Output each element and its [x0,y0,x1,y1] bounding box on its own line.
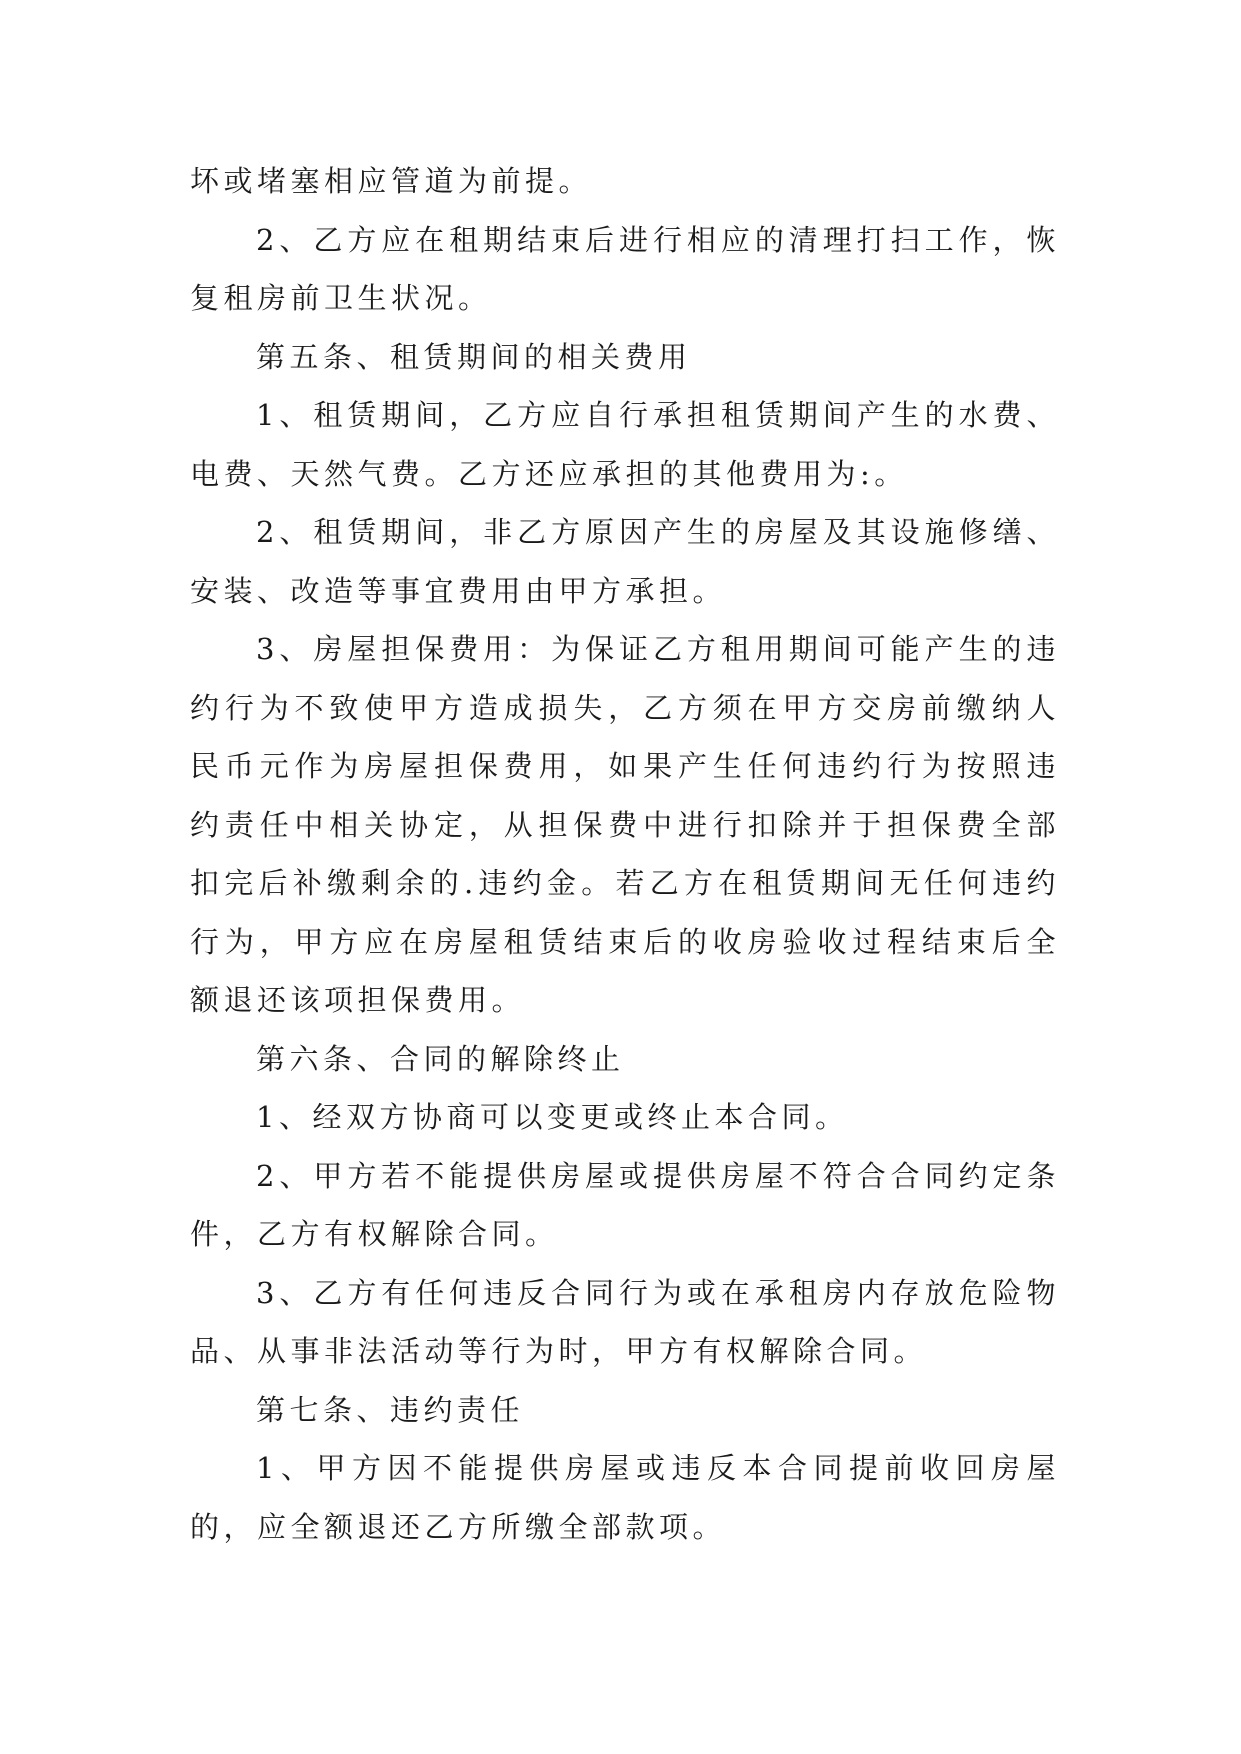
article-6-heading: 第六条、合同的解除终止 [256,1041,625,1076]
document-body [190,152,1060,1556]
paragraph-article-7-item-1: 1、甲方因不能提供房屋或违反本合同提前收回房屋的，应全额退还乙方所缴全部款项。 [190,1451,1060,1544]
paragraph-article-6-item-2: 2、甲方若不能提供房屋或提供房屋不符合合同约定条件，乙方有权解除合同。 [190,1158,1060,1251]
paragraph-article-5-item-3: 3、房屋担保费用：为保证乙方租用期间可能产生的违约行为不致使甲方造成损失，乙方须在甲方交房前缴纳人民币元作为房屋担保费用，如果产生任何违约行为按照违约责任中相关协定，从担保费中进行扣除并于担保费全部扣完后补缴剩余的.违约金。若乙方在租赁期间无任何违约行为，甲方应在房屋租赁结束后的收房验收过程结束后全额退还该项担保费用。 [190,632,1060,1017]
paragraph-article-5-item-2: 2、租赁期间，非乙方原因产生的房屋及其设施修缮、安装、改造等事宜费用由甲方承担。 [190,515,1060,608]
paragraph-continued-text: 坏或堵塞相应管道为前提。 [190,164,593,198]
paragraph-clause-4-item-2: 2、乙方应在租期结束后进行相应的清理打扫工作，恢复租房前卫生状况。 [190,222,1060,315]
article-5-heading: 第五条、租赁期间的相关费用 [256,339,692,374]
paragraph-article-6-item-1: 1、经双方协商可以变更或终止本合同。 [256,1100,849,1134]
paragraph-article-6-item-3: 3、乙方有任何违反合同行为或在承租房内存放危险物品、从事非法活动等行为时，甲方有权解除合同。 [190,1275,1060,1368]
paragraph-article-5-item-1: 1、租赁期间，乙方应自行承担租赁期间产生的水费、电费、天然气费。乙方还应承担的其他费用为:。 [190,398,1060,491]
article-7-heading: 第七条、违约责任 [256,1392,525,1427]
